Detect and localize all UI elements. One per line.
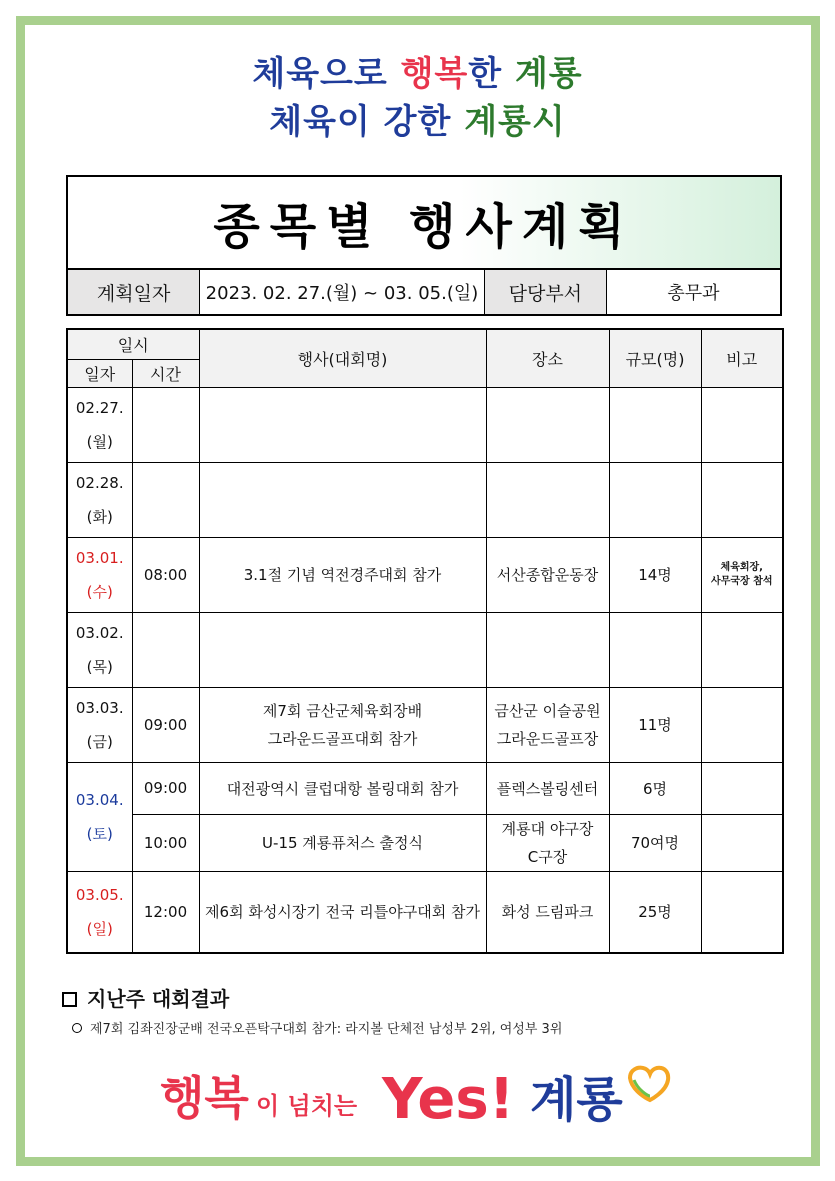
footer-logo-part1: 행복 — [160, 1071, 249, 1125]
slogan-line-2 — [0, 94, 835, 143]
scale-cell — [609, 612, 701, 687]
table-row — [67, 462, 783, 537]
time-cell: 08:00 — [132, 537, 199, 612]
time-cell — [132, 387, 199, 462]
event-cell — [199, 612, 486, 687]
place-cell: 서산종합운동장 — [486, 537, 609, 612]
date-cell — [67, 387, 132, 462]
note-line: 사무국장 참석 — [711, 575, 773, 587]
note-cell — [701, 537, 783, 612]
date-cell — [67, 612, 132, 687]
weekday-text: (토) — [86, 824, 113, 843]
note-cell — [701, 814, 783, 871]
header-date: 일자 — [67, 359, 132, 387]
event-cell — [199, 387, 486, 462]
header-scale: 규모(명) — [609, 329, 701, 387]
slogan-segment: 한 — [468, 54, 515, 94]
event-cell: 3.1절 기념 역전경주대회 참가 — [199, 537, 486, 612]
table-row — [67, 612, 783, 687]
date-cell — [67, 537, 132, 612]
date-text: 03.05. — [75, 885, 124, 904]
header-place: 장소 — [486, 329, 609, 387]
place-cell: 플렉스볼링센터 — [486, 762, 609, 814]
table-row — [67, 387, 783, 462]
date-text: 02.28. — [75, 473, 124, 492]
page-title: 종목별 행사계획 — [213, 199, 635, 255]
weekday-text: (수) — [86, 582, 113, 601]
place-line: 계룡대 야구장 — [501, 819, 594, 838]
place-cell: 화성 드림파크 — [486, 871, 609, 953]
event-cell: 대전광역시 클럽대항 볼링대회 참가 — [199, 762, 486, 814]
date-cell — [67, 687, 132, 762]
date-cell — [67, 871, 132, 953]
result-item-text: 제7회 김좌진장군배 전국오픈탁구대회 참가: 라지볼 단체전 남성부 2위, 여성부 3위 — [90, 1022, 563, 1037]
scale-cell: 25명 — [609, 871, 701, 953]
event-cell: U-15 계룡퓨처스 출정식 — [199, 814, 486, 871]
time-cell: 09:00 — [132, 762, 199, 814]
event-line: 제7회 금산군체육회장배 — [262, 701, 423, 720]
table-row — [67, 814, 783, 871]
results-section-title — [62, 983, 229, 1012]
weekday-text: (일) — [86, 919, 113, 938]
plan-date-value: 2023. 02. 27.(월) ~ 03. 05.(일) — [200, 270, 484, 314]
event-cell — [199, 462, 486, 537]
footer-logo-part3: Yes! — [382, 1067, 515, 1132]
time-cell — [132, 612, 199, 687]
weekday-text: (목) — [86, 657, 113, 676]
place-line: C구장 — [527, 847, 568, 866]
table-row — [67, 762, 783, 814]
slogan-segment: 체육으로 — [252, 54, 401, 94]
slogan-line-1 — [0, 46, 835, 95]
place-cell — [486, 387, 609, 462]
place-cell — [486, 462, 609, 537]
place-line: 그라운드골프장 — [496, 729, 599, 748]
slogan-segment: 계룡 — [514, 54, 583, 94]
bullet-circle-icon — [72, 1023, 82, 1033]
dept-label: 담당부서 — [485, 270, 607, 314]
header-datetime: 일시 — [67, 329, 199, 359]
table-row — [67, 687, 783, 762]
note-cell — [701, 462, 783, 537]
title-box — [66, 175, 782, 269]
checkbox-square-icon — [62, 992, 77, 1007]
slogan-segment: 계룡시 — [464, 102, 566, 142]
time-cell — [132, 462, 199, 537]
scale-cell: 11명 — [609, 687, 701, 762]
footer-logo-part2: 이 넘치는 — [256, 1092, 358, 1120]
result-item — [72, 1018, 562, 1037]
scale-cell: 14명 — [609, 537, 701, 612]
table-row — [67, 537, 783, 612]
time-cell: 10:00 — [132, 814, 199, 871]
scale-cell: 70여명 — [609, 814, 701, 871]
plan-date-label: 계획일자 — [68, 270, 200, 314]
weekday-text: (금) — [86, 732, 113, 751]
note-cell — [701, 687, 783, 762]
slogan-segment: 이 강한 — [336, 102, 465, 142]
weekday-text: (화) — [86, 507, 113, 526]
time-cell: 09:00 — [132, 687, 199, 762]
footer-logo — [160, 1050, 680, 1140]
place-cell — [486, 612, 609, 687]
time-cell: 12:00 — [132, 871, 199, 953]
event-line: 그라운드골프대회 참가 — [267, 729, 418, 748]
event-cell — [199, 687, 486, 762]
event-cell: 제6회 화성시장기 전국 리틀야구대회 참가 — [199, 871, 486, 953]
date-cell — [67, 462, 132, 537]
header-event: 행사(대회명) — [199, 329, 486, 387]
schedule-table — [66, 328, 784, 954]
footer-logo-part4: 계룡 — [530, 1072, 623, 1128]
scale-cell — [609, 462, 701, 537]
slogan-segment: 체육 — [269, 102, 337, 142]
place-cell — [486, 814, 609, 871]
dept-value: 총무과 — [667, 283, 720, 304]
note-cell — [701, 387, 783, 462]
note-cell — [701, 612, 783, 687]
date-cell — [67, 762, 132, 871]
note-cell — [701, 871, 783, 953]
date-text: 03.04. — [75, 790, 124, 809]
note-line: 체육회장, — [720, 561, 763, 573]
header-note: 비고 — [701, 329, 783, 387]
table-row — [67, 871, 783, 953]
place-line: 금산군 이슬공원 — [494, 701, 601, 720]
note-cell — [701, 762, 783, 814]
date-text: 03.01. — [75, 548, 124, 567]
date-text: 02.27. — [75, 398, 124, 417]
results-title-text: 지난주 대회결과 — [87, 987, 230, 1011]
date-text: 03.03. — [75, 698, 124, 717]
date-text: 03.02. — [75, 623, 124, 642]
place-cell — [486, 687, 609, 762]
scale-cell: 6명 — [609, 762, 701, 814]
slogan-segment: 행복 — [400, 54, 469, 94]
info-row — [66, 269, 782, 316]
header-time: 시간 — [132, 359, 199, 387]
scale-cell — [609, 387, 701, 462]
schedule-body — [67, 387, 783, 953]
weekday-text: (월) — [86, 432, 113, 451]
